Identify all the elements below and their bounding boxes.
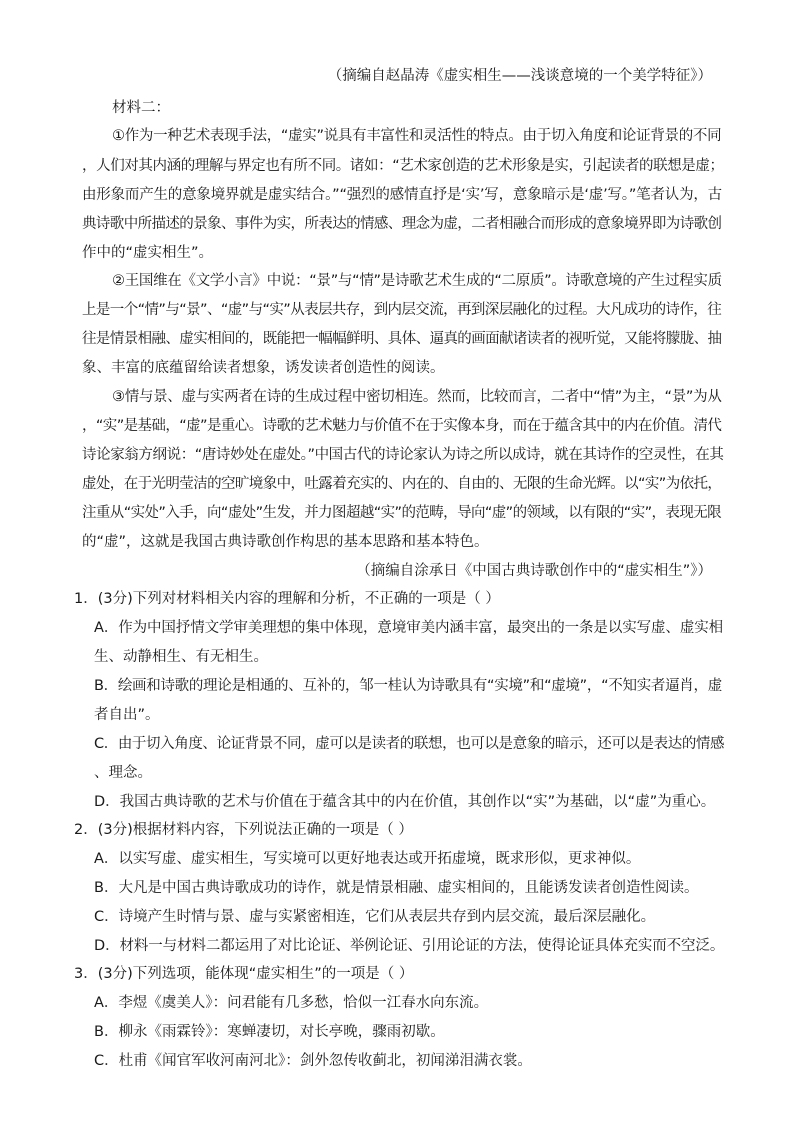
option-a-line: 生、动静相生、有无相生。 xyxy=(94,649,268,665)
option-d-line: D．我国古典诗歌的艺术与价值在于蕴含其中的内在价值，其创作以“实”为基础，以“虚”为重心。 xyxy=(94,794,716,810)
option-a-line: A．以实写虚、虚实相生，写实境可以更好地表达或开拓虚境，既求形似，更求神似。 xyxy=(94,851,641,867)
option-b-line: 者自出”。 xyxy=(94,707,160,723)
option-a-line: A．李煜《虞美人》：问君能有几多愁，恰似一江春水向东流。 xyxy=(94,995,489,1011)
question-stem: 1．(3分)下列对材料相关内容的理解和分析，不正确的一项是（ ） xyxy=(74,591,500,607)
paragraph-line: 注重从“实处”入手，向“虚处”生发，并力图超越“实”的范畴，导向“虚”的领域，以有限的“实”，表现无限 xyxy=(82,505,722,521)
paragraph-line: ③情与景、虚与实两者在诗的生成过程中密切相连。然而，比较而言，二者中“情”为主，“景”为从 xyxy=(112,389,722,405)
paragraph-line: 典诗歌中所描述的景象、事件为实，所表达的情感、理念为虚，二者相融合而形成的意象境界即为诗歌创 xyxy=(82,216,722,232)
question-stem: 3．(3分)下列选项，能体现“虚实相生”的一项是（ ） xyxy=(74,966,414,982)
paragraph-line: ，人们对其内涵的理解与界定也有所不同。诸如：“艺术家创造的艺术形象是实，引起读者的联想是虚； xyxy=(82,158,724,174)
option-a-line: A．作为中国抒情文学审美理想的集中体现，意境审美内涵丰富，最突出的一条是以实写虚、虚实相 xyxy=(94,620,724,636)
paragraph-line: ①作为一种艺术表现手法，“虚实”说具有丰富性和灵活性的特点。由于切入角度和论证背景的不同 xyxy=(112,128,722,144)
material-two-label: 材料二： xyxy=(112,100,170,116)
option-b-line: B．柳永《雨霖铃》：寒蝉凄切，对长亭晚，骤雨初歇。 xyxy=(94,1024,445,1040)
option-c-line: C．由于切入角度、论证背景不同，虚可以是读者的联想，也可以是意象的暗示，还可以是表达的情感 xyxy=(94,736,725,752)
option-c-line: C．杜甫《闻官军收河南河北》：剑外忽传收蓟北，初闻涕泪满衣裳。 xyxy=(94,1053,532,1069)
question-stem: 2．(3分)根据材料内容，下列说法正确的一项是（ ） xyxy=(74,822,413,838)
option-d-line: D．材料一与材料二都运用了对比论证、举例论证、引用论证的方法，使得论证具体充实而不空泛。 xyxy=(94,938,725,954)
paragraph-line: 往是情景相融、虚实相间的，既能把一幅幅鲜明、具体、逼真的画面献诸读者的视听觉，又能将朦胧、抽 xyxy=(82,331,722,347)
option-b-line: B．大凡是中国古典诗歌成功的诗作，就是情景相融、虚实相间的，且能诱发读者创造性阅读。 xyxy=(94,880,699,896)
paragraph-line: 虚处，在于光明莹洁的空旷境象中，吐露着充实的、内在的、自由的、无限的生命光辉。以“实”为依托， xyxy=(82,476,722,492)
paragraph-line: 象、丰富的底蕴留给读者想象，诱发读者创造性的阅读。 xyxy=(82,360,445,376)
material-two-source-citation: （摘编自涂承日《中国古典诗歌创作中的“虚实相生”》） xyxy=(356,563,712,579)
paragraph-line: ②王国维在《文学小言》中说：“景”与“情”是诗歌艺术生成的“二原质”。诗歌意境的产生过程实质 xyxy=(112,273,722,289)
paragraph-line: 上是一个“情”与“景”、“虚”与“实”从表层共存，到内层交流，再到深层融化的过程。大凡成功的诗作，往 xyxy=(82,302,722,318)
option-c-line: C．诗境产生时情与景、虚与实紧密相连，它们从表层共存到内层交流，最后深层融化。 xyxy=(94,909,656,925)
paragraph-line: 由形象而产生的意象境界就是虚实结合。”“强烈的感情直抒是‘实’写，意象暗示是‘虚’写。”笔者认为，古 xyxy=(82,187,722,203)
paragraph-line: 诗论家翁方纲说：“唐诗妙处在虚处。”中国古代的诗论家认为诗之所以成诗，就在其诗作的空灵性，在其 xyxy=(82,447,724,463)
paragraph-line: 的“虚”，这就是我国古典诗歌创作构思的基本思路和基本特色。 xyxy=(82,534,489,550)
paragraph-line: 作中的“虚实相生”。 xyxy=(82,245,214,261)
option-c-line: 、理念。 xyxy=(94,765,152,781)
header-source-citation: （摘编自赵晶涛《虚实相生——浅谈意境的一个美学特征》） xyxy=(327,68,712,84)
paragraph-line: ，“实”是基础，“虚”是重心。诗歌的艺术魅力与价值不在于实像本身，而在于蕴含其中的内在价值。清代 xyxy=(82,418,722,434)
option-b-line: B．绘画和诗歌的理论是相通的、互补的，邹一桂认为诗歌具有“实境”和“虚境”，“不知实者逼肖，虚 xyxy=(94,678,722,694)
